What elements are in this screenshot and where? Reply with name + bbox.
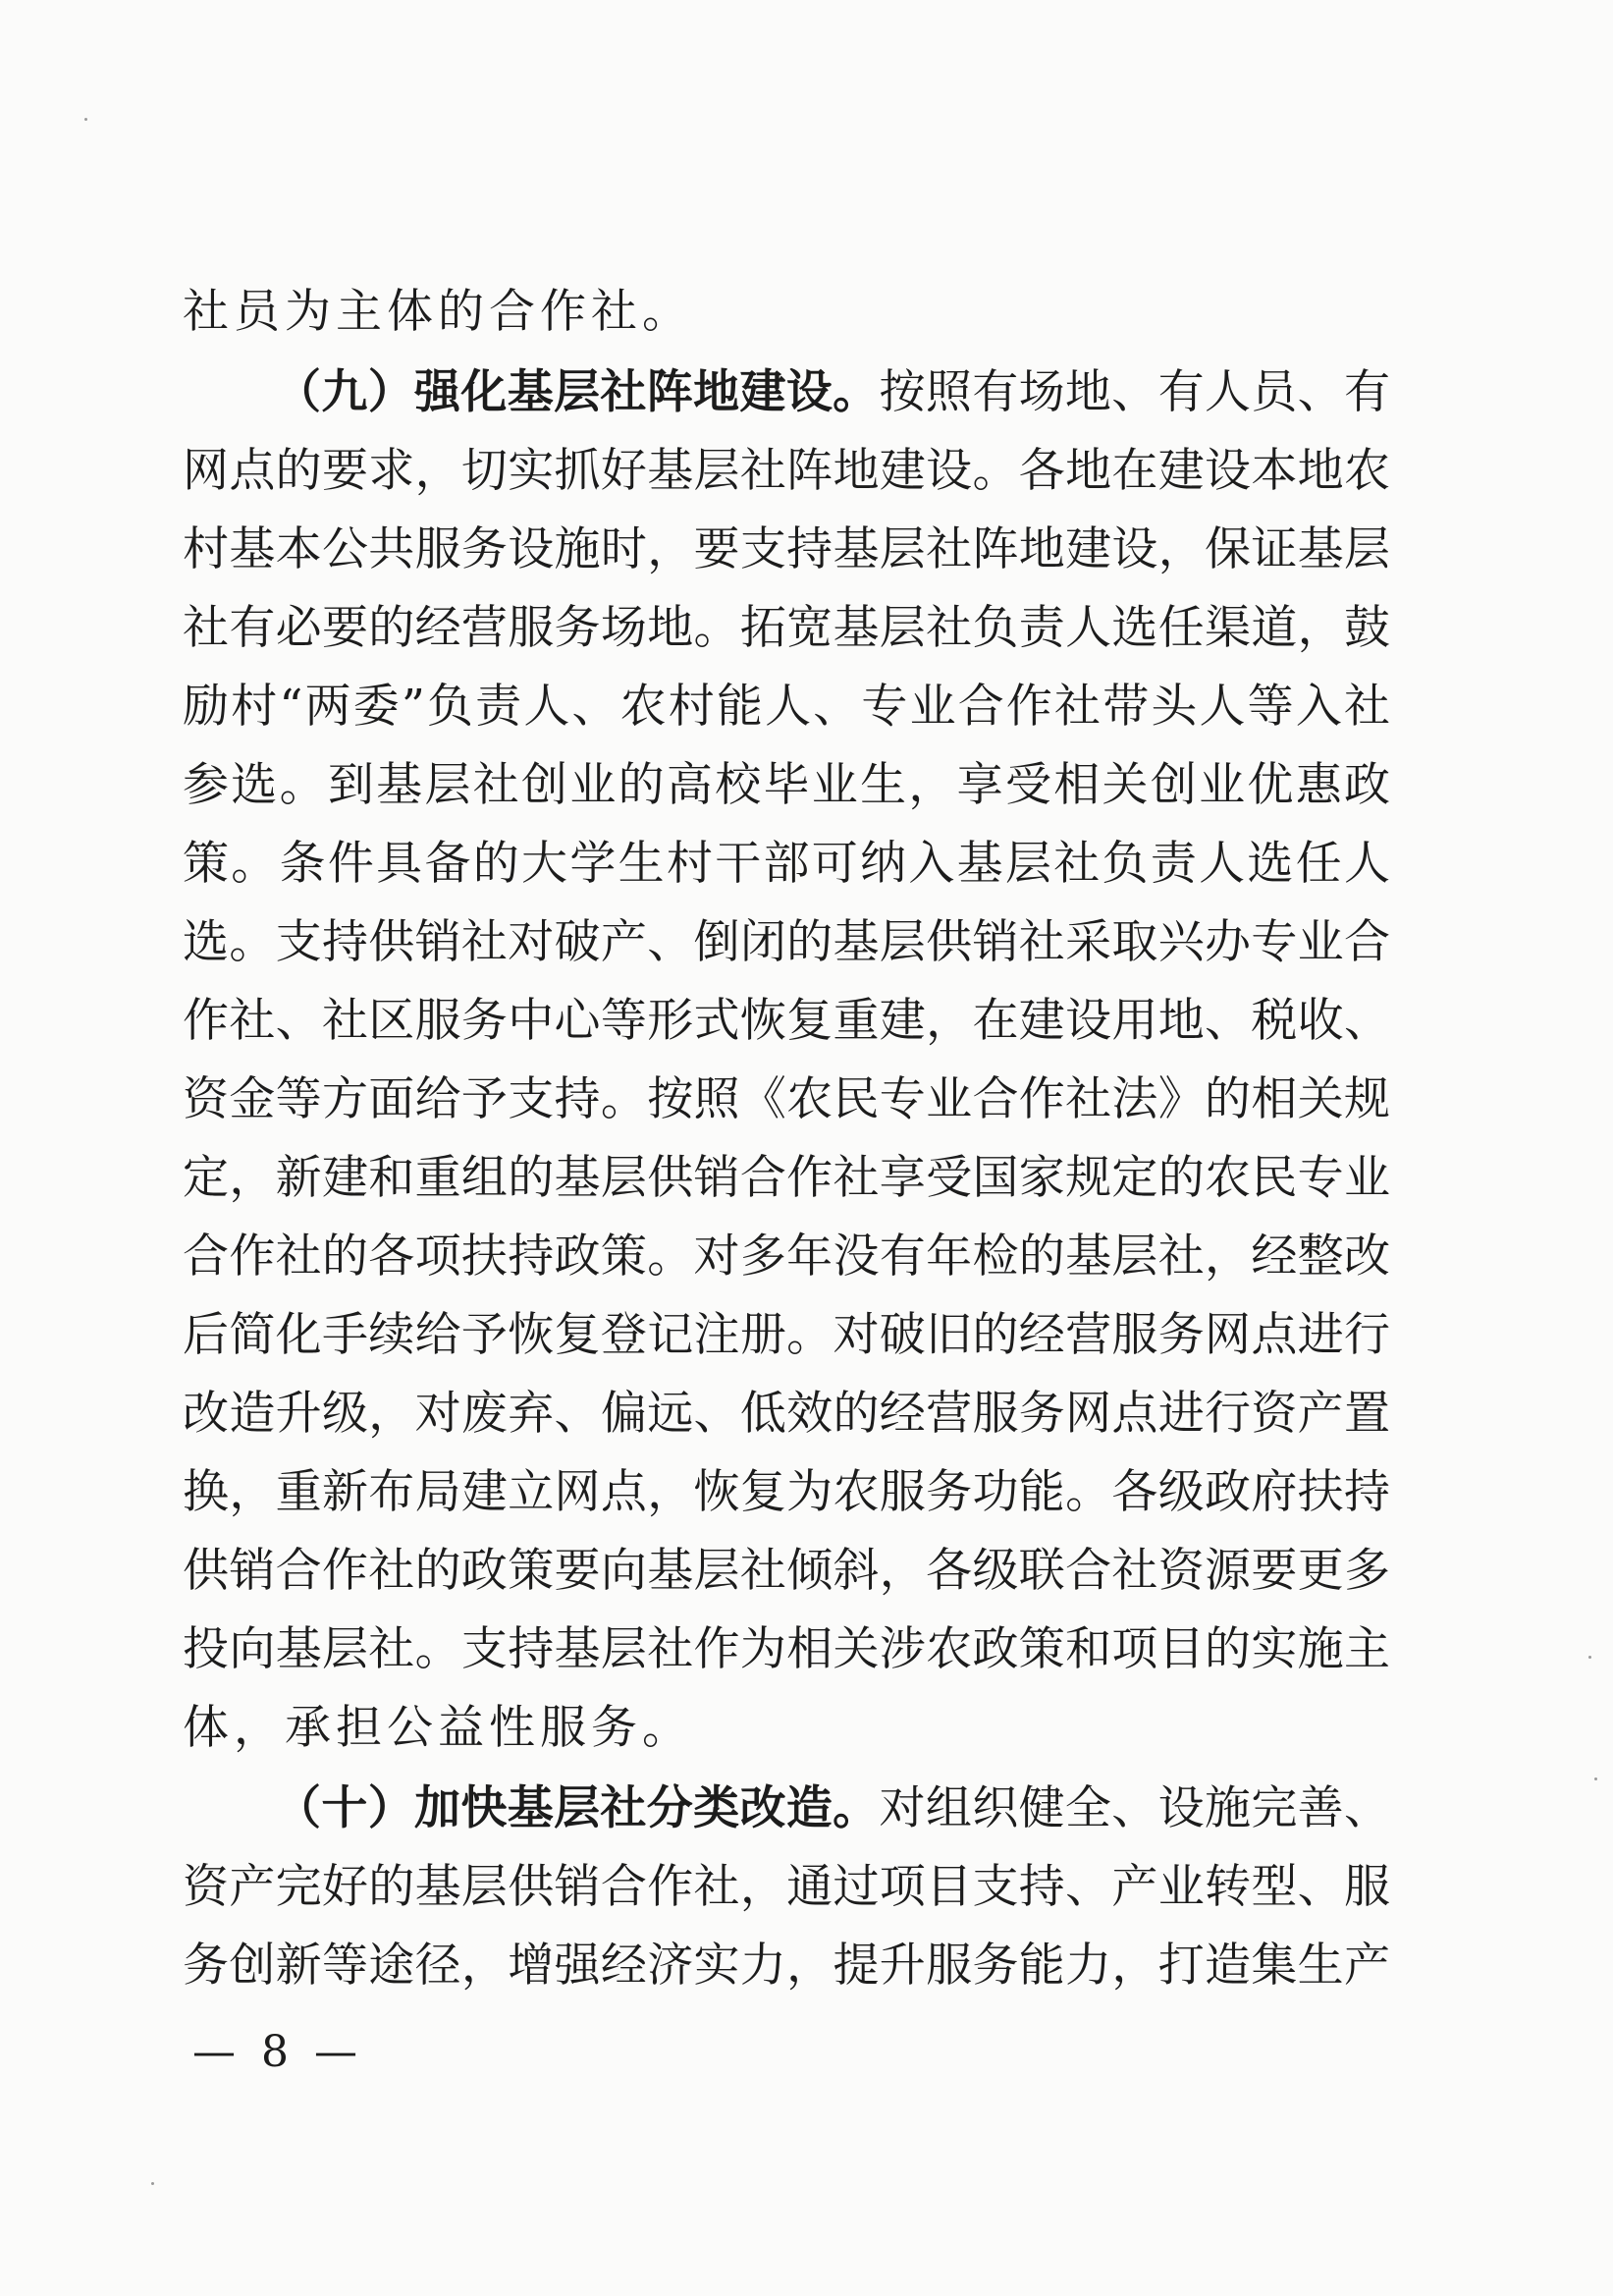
text-line: 选。支持供销社对破产、倒闭的基层供销社采取兴办专业合: [183, 915, 1390, 969]
paragraph-continuation: 社员为主体的合作社。: [183, 285, 693, 339]
paragraph-text: 按照有场地、有人员、有: [879, 365, 1390, 419]
scan-speck: [84, 118, 87, 121]
text-line: 参选。到基层社创业的高校毕业生，享受相关创业优惠政: [183, 758, 1390, 812]
text-line: 改造升级，对废弃、偏远、低效的经营服务网点进行资产置: [183, 1387, 1390, 1441]
text-line: 社有必要的经营服务场地。拓宽基层社负责人选任渠道，鼓: [183, 601, 1390, 655]
section-heading-10: （十）加快基层社分类改造。: [275, 1781, 880, 1835]
text-line: 定，新建和重组的基层供销合作社享受国家规定的农民专业: [183, 1151, 1390, 1205]
text-line: 投向基层社。支持基层社作为相关涉农政策和项目的实施主: [183, 1622, 1390, 1676]
page-number: — 8 —: [192, 2027, 363, 2077]
scan-speck: [1588, 1656, 1591, 1659]
text-line: 励村“两委”负责人、农村能人、专业合作社带头人等入社: [183, 680, 1390, 734]
text-line: 供销合作社的政策要向基层社倾斜，各级联合社资源要更多: [183, 1544, 1390, 1598]
scan-speck: [1594, 1777, 1597, 1780]
text-line: 换，重新布局建立网点，恢复为农服务功能。各级政府扶持: [183, 1465, 1390, 1519]
text-line: [275, 352, 1390, 434]
text-line: 网点的要求，切实抓好基层社阵地建设。各地在建设本地农: [183, 444, 1390, 498]
text-line: [183, 271, 1390, 354]
scan-speck: [151, 2182, 154, 2185]
text-line: 作社、社区服务中心等形式恢复重建，在建设用地、税收、: [183, 994, 1390, 1048]
text-line: 村基本公共服务设施时，要支持基层社阵地建设，保证基层: [183, 522, 1390, 576]
section-heading-9: （九）强化基层社阵地建设。: [275, 365, 880, 419]
text-line: 策。条件具备的大学生村干部可纳入基层社负责人选任人: [183, 837, 1390, 891]
text-line: 后简化手续给予恢复登记注册。对破旧的经营服务网点进行: [183, 1308, 1390, 1362]
text-line: 务创新等途径，增强经济实力，提升服务能力，打造集生产: [183, 1939, 1390, 1993]
text-line: 合作社的各项扶持政策。对多年没有年检的基层社，经整改: [183, 1230, 1390, 1284]
text-line: 资产完好的基层供销合作社，通过项目支持、产业转型、服: [183, 1860, 1390, 1914]
document-page: [183, 0, 1390, 2296]
text-line: 体，承担公益性服务。: [183, 1701, 693, 1755]
paragraph-text: 对组织健全、设施完善、: [879, 1781, 1390, 1835]
text-line: 资金等方面给予支持。按照《农民专业合作社法》的相关规: [183, 1072, 1390, 1126]
text-line: [275, 1768, 1390, 1850]
